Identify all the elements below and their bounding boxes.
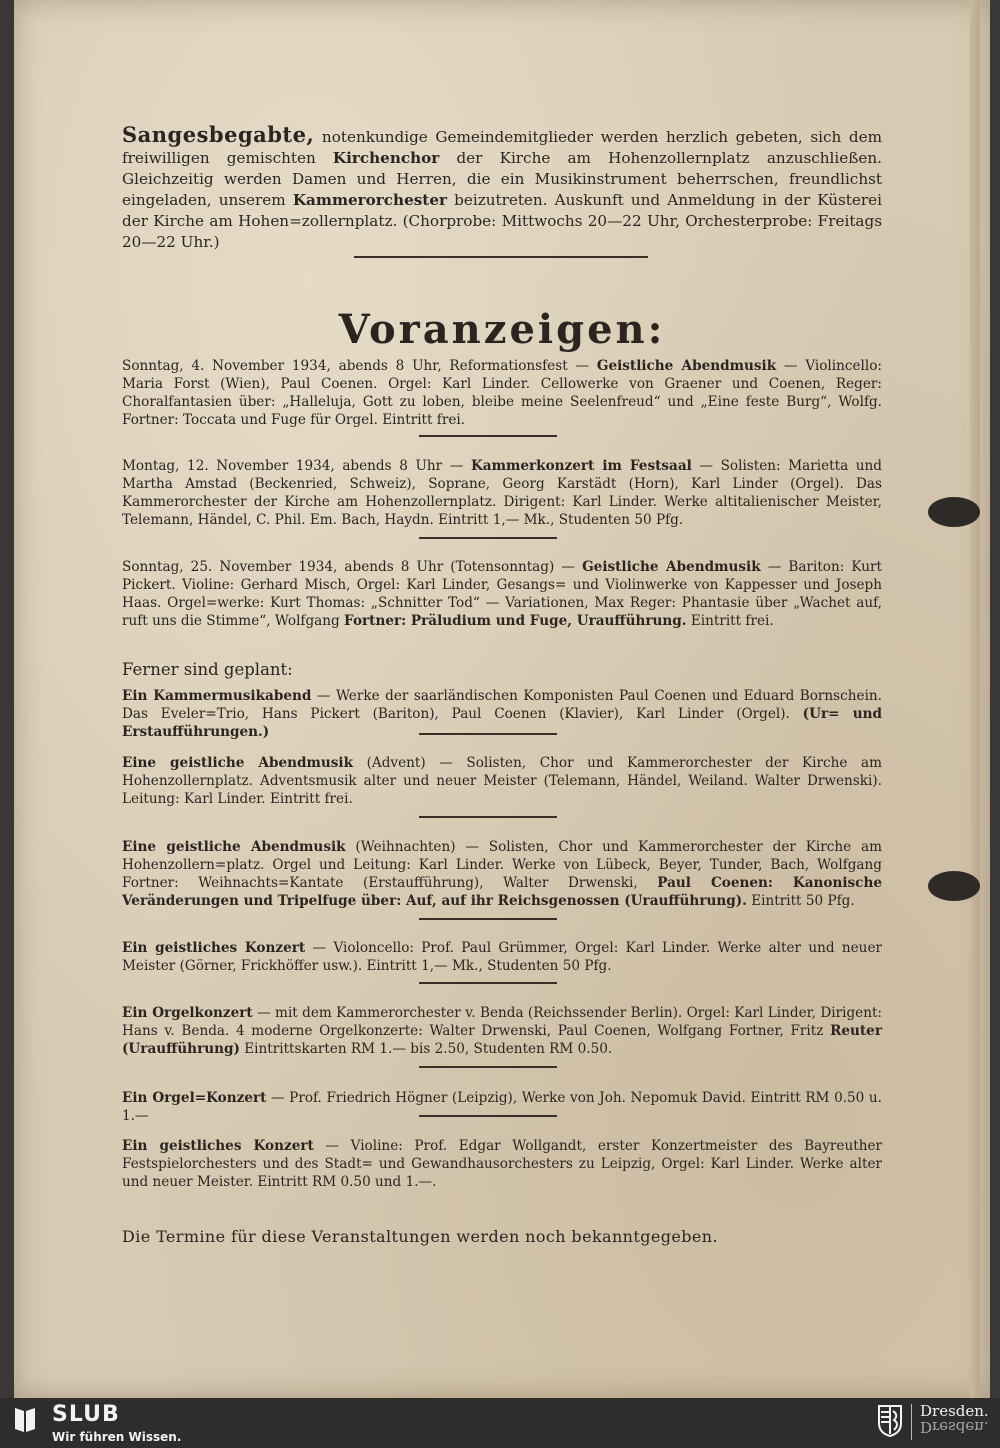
planned-5 bbox=[122, 1004, 882, 1058]
punch-hole-upper bbox=[928, 497, 980, 527]
divider-planned-2 bbox=[419, 816, 557, 818]
planned-7 bbox=[122, 1137, 882, 1191]
event-1-details: — Violincello: Maria Forst (Wien), Paul Coenen. Orgel: Karl Linder. Cellowerke von Graener und Coenen, Reger: Choralfantasien über: „Halleluja, Gott zu loben, bleibe meine Seelenfreud“ und „Eine feste Burg“, Wolfg. Fortner: Toccata und Fuge für Orgel. Eintritt frei. bbox=[122, 358, 882, 428]
planned-4-details: — Violoncello: Prof. Paul Grümmer, Orgel: Karl Linder. Werke alter und neuer Meister (Görner, Frickhöffer usw.). Eintritt 1,— Mk., Studenten 50 Pfg. bbox=[122, 940, 882, 974]
event-3-admission: Eintritt frei. bbox=[686, 613, 774, 629]
planned-5-highlight: Reuter (Uraufführung) bbox=[122, 1023, 882, 1057]
intro-text-1: notenkundige Gemeindemitglieder werden herzlich gebeten, sich dem freiwilligen gemischten bbox=[122, 128, 882, 167]
planned-6-title: Ein Orgel=Konzert bbox=[122, 1090, 267, 1106]
divider-planned-5 bbox=[419, 1066, 557, 1068]
planned-4 bbox=[122, 939, 882, 975]
planned-1-title: Ein Kammermusikabend bbox=[122, 688, 312, 704]
planned-3-title: Eine geistliche Abendmusik bbox=[122, 839, 346, 855]
planned-2-title: Eine geistliche Abendmusik bbox=[122, 755, 354, 771]
intro-kirchenchor: Kirchenchor bbox=[332, 149, 440, 167]
event-1 bbox=[122, 357, 882, 429]
event-3-title: Geistliche Abendmusik bbox=[582, 559, 761, 575]
closing-note: Die Termine für diese Veranstaltungen werden noch bekanntgegeben. bbox=[122, 1227, 718, 1246]
planned-6 bbox=[122, 1089, 882, 1125]
document-page bbox=[14, 0, 990, 1398]
intro-paragraph bbox=[122, 124, 882, 253]
punch-hole-lower bbox=[928, 871, 980, 901]
event-2-date: Montag, 12. November 1934, abends 8 Uhr — bbox=[122, 458, 471, 474]
event-2 bbox=[122, 457, 882, 529]
dresden-name-reflection: Dresden. bbox=[920, 1418, 989, 1436]
divider-intro bbox=[354, 256, 648, 258]
dresden-name[interactable]: Dresden. bbox=[920, 1402, 989, 1420]
event-1-title: Geistliche Abendmusik bbox=[596, 358, 777, 374]
intro-lead: Sangesbegabte, bbox=[122, 122, 315, 147]
event-2-title: Kammerkonzert im Festsaal bbox=[470, 458, 692, 474]
event-2-details: — Solisten: Marietta und Martha Amstad (Beckenried, Schweiz), Soprane, Georg Karstädt (Horn), Karl Linder (Orgel). Das Kammerorchester der Kirche am Hohenzollernplatz. Dirigent: Karl Linder. Werke altitalienischer Meister, Telemann, Händel, C. Phil. Em. Bach, Haydn. Eintritt 1,— Mk., Studenten 50 Pfg. bbox=[122, 458, 882, 528]
planned-3-highlight: Paul Coenen: Kanonische Veränderungen und Tripelfuge über: Auf, auf ihr Reichsgenossen (Uraufführung). bbox=[122, 875, 882, 909]
event-3-highlight: Fortner: Präludium und Fuge, Uraufführung. bbox=[344, 613, 687, 629]
event-3-date: Sonntag, 25. November 1934, abends 8 Uhr (Totensonntag) — bbox=[122, 559, 583, 575]
planned-7-details: — Violine: Prof. Edgar Wollgandt, erster Konzertmeister des Bayreuther Festspielorchesters und des Stadt= und Gewandhausorchesters zu Leipzig, Orgel: Karl Linder. Werke alter und neuer Meister. Eintritt RM 0.50 und 1.—. bbox=[122, 1138, 882, 1190]
planned-5-admission: Eintrittskarten RM 1.— bis 2.50, Studenten RM 0.50. bbox=[239, 1041, 613, 1057]
page-heading: Voranzeigen: bbox=[338, 306, 666, 353]
planned-7-title: Ein geistliches Konzert bbox=[122, 1138, 314, 1154]
planned-1-details: — Werke der saarländischen Komponisten Paul Coenen und Eduard Bornschein. Das Eveler=Trio, Hans Pickert (Bariton), Paul Coenen (Klavier), Karl Linder (Orgel). bbox=[122, 688, 882, 722]
intro-text-3: beizutreten. Auskunft und Anmeldung in der Küsterei der Kirche am Hohen=zollernplatz. (Chorprobe: Mittwochs 20—22 Uhr, Orchesterprobe: Freitags 20—22 Uhr.) bbox=[122, 191, 882, 251]
planned-3-details: (Weihnachten) — Solisten, Chor und Kammerorchester der Kirche am Hohenzollern=platz. Orgel und Leitung: Karl Linder. Werke von Lübeck, Beyer, Tunder, Bach, Wolfgang Fortner: Weihnachts=Kantate (Erstaufführung), Walter Drwenski, bbox=[122, 839, 882, 891]
slub-name[interactable]: SLUB bbox=[52, 1402, 120, 1427]
planned-3-admission: Eintritt 50 Pfg. bbox=[746, 893, 855, 909]
divider-planned-6 bbox=[419, 1115, 557, 1117]
divider-event-2 bbox=[419, 537, 557, 539]
planned-5-details: — mit dem Kammerorchester v. Benda (Reichssender Berlin). Orgel: Karl Linder, Dirigent: Hans v. Benda. 4 moderne Orgelkonzerte: Walter Drwenski, Paul Coenen, Wolfgang Fortner, Fritz bbox=[122, 1005, 882, 1039]
planned-2 bbox=[122, 754, 882, 808]
planned-heading: Ferner sind geplant: bbox=[122, 660, 293, 679]
intro-text-2: der Kirche am Hohenzollernplatz anzuschließen. Gleichzeitig werden Damen und Herren, die ein Musikinstrument beherrschen, freundlichst eingeladen, unserem bbox=[122, 149, 882, 209]
divider-planned-4 bbox=[419, 982, 557, 984]
intro-kammerorchester: Kammerorchester bbox=[292, 191, 447, 209]
event-1-date: Sonntag, 4. November 1934, abends 8 Uhr, Reformationsfest — bbox=[122, 358, 597, 374]
planned-3 bbox=[122, 838, 882, 910]
planned-1-highlight: (Ur= und Erstaufführungen.) bbox=[122, 706, 882, 740]
event-3 bbox=[122, 558, 882, 630]
divider-event-1 bbox=[419, 435, 557, 437]
book-icon bbox=[14, 1405, 36, 1433]
slub-tagline: Wir führen Wissen. bbox=[52, 1430, 182, 1444]
planned-2-details: (Advent) — Solisten, Chor und Kammerorchester der Kirche am Hohenzollernplatz. Adventsmusik alter und neuer Meister (Telemann, Händel, Weiland. Walter Drwenski). Leitung: Karl Linder. Eintritt frei. bbox=[122, 755, 882, 807]
page-edge bbox=[970, 0, 980, 1398]
footer-bar bbox=[0, 1398, 1000, 1448]
footer-separator bbox=[911, 1404, 912, 1440]
event-3-details: — Bariton: Kurt Pickert. Violine: Gerhard Misch, Orgel: Karl Linder, Gesangs= und Violinwerke von Kappesser und Joseph Haas. Orgel=werke: Kurt Thomas: „Schnitter Tod“ — Variationen, Max Reger: Phantasie über „Wachet auf, ruft uns die Stimme“, Wolfgang bbox=[122, 559, 882, 629]
divider-planned-3 bbox=[419, 918, 557, 920]
divider-planned-1 bbox=[419, 733, 557, 735]
planned-4-title: Ein geistliches Konzert bbox=[122, 940, 306, 956]
planned-5-title: Ein Orgelkonzert bbox=[122, 1005, 253, 1021]
coat-of-arms-icon bbox=[877, 1403, 903, 1437]
planned-6-details: — Prof. Friedrich Högner (Leipzig), Werke von Joh. Nepomuk David. Eintritt RM 0.50 u. 1.— bbox=[122, 1090, 882, 1124]
